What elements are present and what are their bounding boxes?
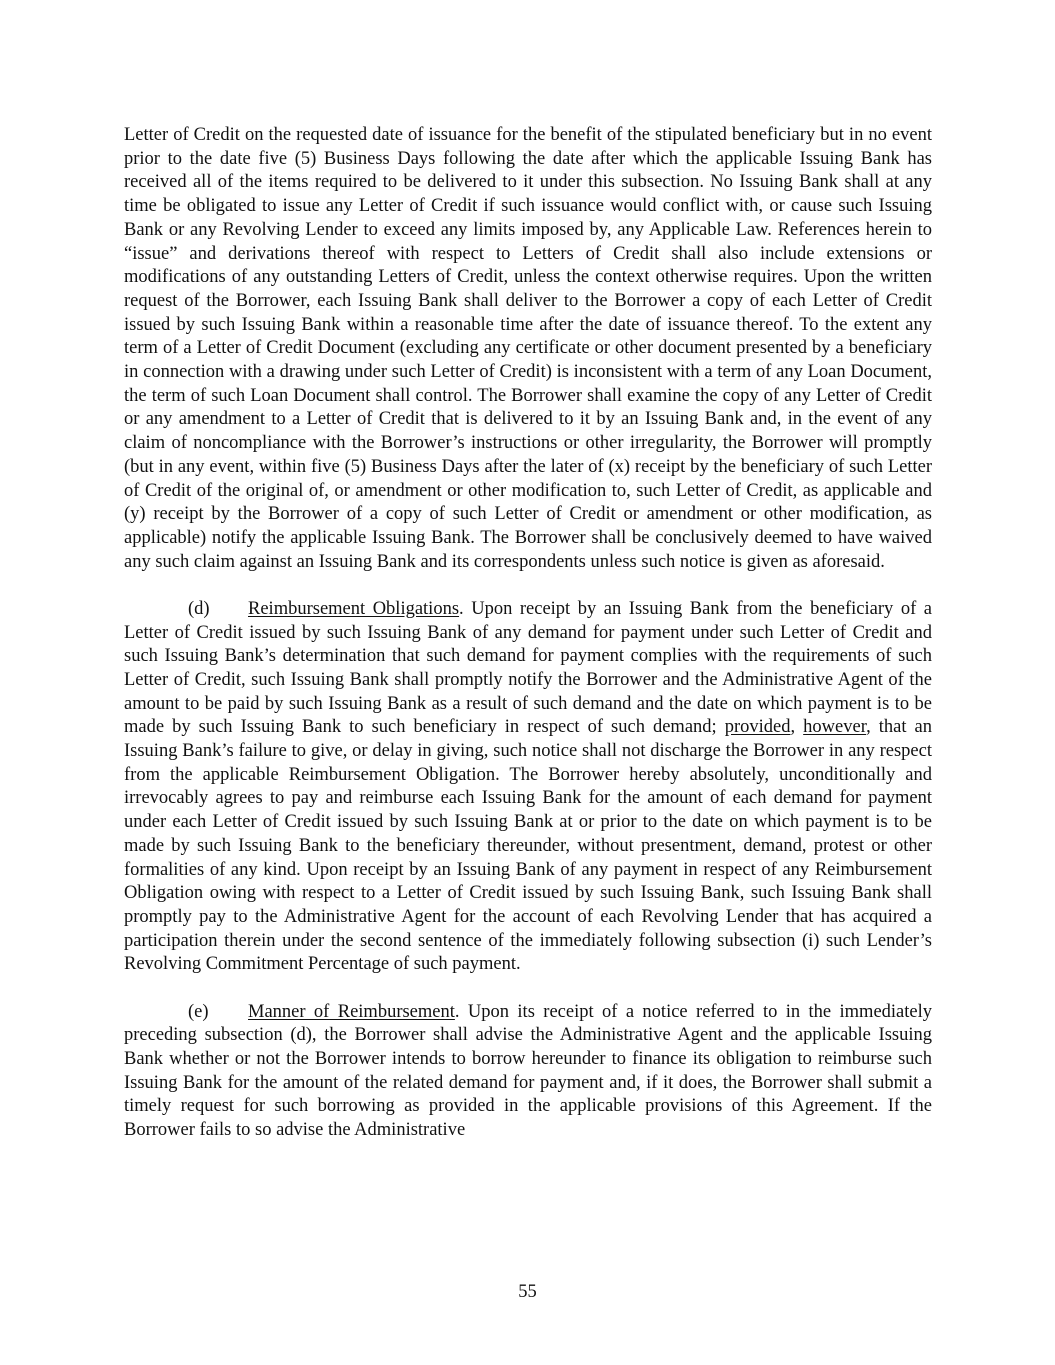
subsection-text-d-part2: , that an Issuing Bank’s failure to give, or delay in giving, such notice shall not discharge the Borrower in any respect from the applicable Reimbursement Obligation. The Borrower hereby absolutely, unconditionally and irrevocably agrees to pay and reimburse each Issuing Bank for the amount of each demand for payment under each Letter of Credit issued by such Issuing Bank at or prior to the date on which payment is to be made by such Issuing Bank to the beneficiary thereunder, without presentment, demand, protest or other formalities of any kind. Upon receipt by an Issuing Bank of any payment in respect of any Reimbursement Obligation owing with respect to a Letter of Credit issued by such Issuing Bank, such Issuing Bank shall promptly pay to the Administrative Agent for the account of each Revolving Lender that has acquired a participation therein under the second sentence of the immediately following subsection (i) such Lender’s Revolving Commitment Percentage of such payment. — [124, 717, 933, 975]
proviso-provided: provided — [724, 717, 791, 738]
subsection-text-e: . Upon its receipt of a notice referred to in the immediately preceding subsection (d), the Borrower shall advise the Administrative Agent and the applicable Issuing Bank whether or not the Borrower intends to borrow hereunder to finance its obligation to reimburse such Issuing Bank for the amount of the related demand for payment and, if it does, the Borrower shall submit a timely request for such borrowing as provided in the applicable provisions of this Agreement. If the Borrower fails to so advise the Administrative — [124, 1001, 932, 1141]
document-page — [124, 124, 932, 1166]
paragraph-d-reimbursement-obligations — [124, 598, 932, 977]
proviso-comma: , — [790, 717, 804, 738]
subsection-heading-e: Manner of Reimbursement — [248, 1001, 455, 1022]
paragraph-continuation: Letter of Credit on the requested date of issuance for the benefit of the stipulated beneficiary but in no event prior to the date five (5) Business Days following the date after which the applicable Issuing Bank has received all of the items required to be delivered to it under this subsection. No Issuing Bank shall at any time be obligated to issue any Letter of Credit if such issuance would conflict with, or cause such Issuing Bank or any Revolving Lender to exceed any limits imposed by, any Applicable Law. References herein to “issue” and derivations thereof with respect to Letters of Credit shall also include extensions or modifications of any outstanding Letters of Credit, unless the context otherwise requires. Upon the written request of the Borrower, each Issuing Bank shall deliver to the Borrower a copy of each Letter of Credit issued by such Issuing Bank within a reasonable time after the date of issuance thereof. To the extent any term of a Letter of Credit Document (excluding any certificate or other document presented by a beneficiary in connection with a drawing under such Letter of Credit) is inconsistent with a term of any Loan Document, the term of such Loan Document shall control. The Borrower shall examine the copy of any Letter of Credit or any amendment to a Letter of Credit that is delivered to it by an Issuing Bank and, in the event of any claim of noncompliance with the Borrower’s instructions or other irregularity, the Borrower will promptly (but in any event, within five (5) Business Days after the later of (x) receipt by the beneficiary of such Letter of Credit of the original of, or amendment or other modification to, such Letter of Credit, as applicable and (y) receipt by the Borrower of a copy of such Letter of Credit or amendment or other modification, as applicable) notify the applicable Issuing Bank. The Borrower shall be conclusively deemed to have waived any such claim against an Issuing Bank and its correspondents unless such notice is given as aforesaid. — [124, 125, 932, 572]
paragraph-e-manner-of-reimbursement — [124, 1001, 932, 1143]
page-number: 55 — [518, 1282, 537, 1302]
subsection-text-d-part1: . Upon receipt by an Issuing Bank from the beneficiary of a Letter of Credit issued by such Issuing Bank of any demand for payment under such Letter of Credit and such Issuing Bank’s determination that such demand for payment complies with the requirements of such Letter of Credit, such Issuing Bank shall promptly notify the Borrower and the Administrative Agent of the amount to be paid by such Issuing Bank as a result of such demand and the date on which payment is to be made by such Issuing Bank to such beneficiary in respect of such demand; — [124, 598, 932, 738]
subsection-label-d: (d) — [188, 598, 210, 619]
proviso-however: however — [803, 717, 867, 738]
subsection-heading-d: Reimbursement Obligations — [248, 598, 460, 619]
subsection-label-e: (e) — [188, 1001, 209, 1022]
